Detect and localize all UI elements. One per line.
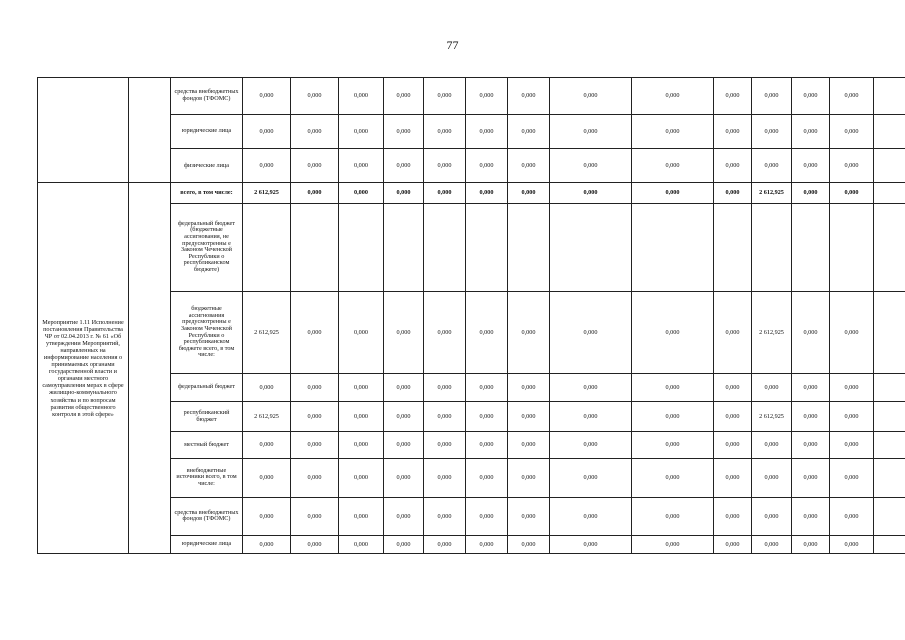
value-cell: 0,000 — [632, 535, 714, 553]
empty-cell — [874, 115, 905, 149]
value-cell: 0,000 — [792, 374, 830, 402]
value-cell — [508, 203, 550, 291]
value-cell: 0,000 — [752, 497, 792, 535]
value-cell: 0,000 — [384, 402, 424, 432]
value-cell: 0,000 — [339, 291, 384, 373]
value-cell: 0,000 — [243, 458, 291, 497]
empty-cell — [874, 535, 905, 553]
funding-source-label: бюджетные ассигнования предусмотренны е Законом Чеченской Республики о республиканском бюджете всего, в том числе: — [171, 291, 243, 373]
value-cell: 0,000 — [291, 183, 339, 203]
value-cell: 0,000 — [384, 183, 424, 203]
funding-source-label: внебюджетные источники всего, в том числе: — [171, 458, 243, 497]
value-cell: 0,000 — [632, 183, 714, 203]
value-cell — [830, 203, 874, 291]
value-cell: 0,000 — [384, 497, 424, 535]
value-cell: 0,000 — [384, 535, 424, 553]
value-cell: 0,000 — [339, 497, 384, 535]
value-cell: 0,000 — [339, 535, 384, 553]
value-cell: 0,000 — [714, 458, 752, 497]
value-cell — [714, 203, 752, 291]
value-cell: 0,000 — [792, 149, 830, 183]
value-cell: 0,000 — [830, 291, 874, 373]
value-cell — [792, 203, 830, 291]
value-cell: 0,000 — [830, 432, 874, 458]
value-cell: 0,000 — [550, 183, 632, 203]
value-cell: 0,000 — [752, 115, 792, 149]
value-cell: 0,000 — [714, 78, 752, 115]
funding-source-label: федеральный бюджет (бюджетные ассигнования, не предусмотренны е Законом Чеченской Республики о республиканском бюджете) — [171, 203, 243, 291]
value-cell: 0,000 — [339, 78, 384, 115]
value-cell: 0,000 — [339, 458, 384, 497]
value-cell: 0,000 — [384, 432, 424, 458]
value-cell: 0,000 — [632, 374, 714, 402]
value-cell: 0,000 — [632, 458, 714, 497]
value-cell: 0,000 — [792, 432, 830, 458]
value-cell: 0,000 — [508, 183, 550, 203]
table-row-total — [38, 183, 905, 203]
value-cell: 0,000 — [384, 458, 424, 497]
value-cell: 0,000 — [466, 149, 508, 183]
value-cell: 0,000 — [752, 432, 792, 458]
value-cell — [243, 203, 291, 291]
funding-source-label: физические лица — [171, 149, 243, 183]
value-cell — [466, 203, 508, 291]
value-cell: 0,000 — [632, 115, 714, 149]
value-cell: 0,000 — [830, 535, 874, 553]
value-cell: 0,000 — [384, 78, 424, 115]
value-cell: 0,000 — [384, 149, 424, 183]
value-cell: 0,000 — [243, 149, 291, 183]
value-cell: 2 612,925 — [243, 291, 291, 373]
value-cell: 0,000 — [339, 402, 384, 432]
value-cell: 0,000 — [550, 402, 632, 432]
value-cell: 0,000 — [550, 432, 632, 458]
value-cell: 0,000 — [830, 149, 874, 183]
value-cell: 0,000 — [508, 458, 550, 497]
empty-cell — [874, 458, 905, 497]
executor-cell — [129, 183, 171, 554]
value-cell: 0,000 — [714, 291, 752, 373]
value-cell: 0,000 — [384, 115, 424, 149]
value-cell: 0,000 — [466, 432, 508, 458]
value-cell: 0,000 — [243, 535, 291, 553]
value-cell: 0,000 — [508, 115, 550, 149]
value-cell: 0,000 — [291, 497, 339, 535]
value-cell: 0,000 — [339, 374, 384, 402]
value-cell: 0,000 — [792, 458, 830, 497]
value-cell: 0,000 — [550, 115, 632, 149]
value-cell: 0,000 — [508, 497, 550, 535]
value-cell: 0,000 — [752, 458, 792, 497]
value-cell: 0,000 — [508, 535, 550, 553]
value-cell: 0,000 — [830, 402, 874, 432]
budget-table — [37, 77, 905, 554]
value-cell: 0,000 — [792, 291, 830, 373]
value-cell: 0,000 — [550, 149, 632, 183]
value-cell — [752, 203, 792, 291]
value-cell: 0,000 — [632, 291, 714, 373]
value-cell: 0,000 — [466, 115, 508, 149]
value-cell: 0,000 — [424, 402, 466, 432]
value-cell: 2 612,925 — [243, 183, 291, 203]
value-cell: 0,000 — [424, 149, 466, 183]
value-cell: 0,000 — [339, 432, 384, 458]
value-cell — [632, 203, 714, 291]
value-cell: 0,000 — [384, 374, 424, 402]
value-cell — [339, 203, 384, 291]
value-cell: 0,000 — [550, 291, 632, 373]
value-cell: 0,000 — [466, 183, 508, 203]
value-cell: 0,000 — [632, 78, 714, 115]
value-cell: 0,000 — [291, 402, 339, 432]
value-cell: 0,000 — [424, 78, 466, 115]
event-title: Мероприятие 1.11 Исполнение постановления Правительства ЧР от 02.04.2013 г. № 61 «Об утверждении Мероприятий, направленных на информирование населения о принимаемых органами государственной власти и органами местного самоуправления мерах в сфере жилищно-коммунального хозяйства и по вопросам развития общественного контроля в этой сфере» — [38, 183, 129, 554]
value-cell: 0,000 — [714, 183, 752, 203]
value-cell: 0,000 — [243, 115, 291, 149]
value-cell: 0,000 — [466, 374, 508, 402]
value-cell: 0,000 — [632, 432, 714, 458]
executor-cell-prev — [129, 78, 171, 183]
value-cell: 0,000 — [384, 291, 424, 373]
value-cell: 0,000 — [792, 183, 830, 203]
event-cell-prev — [38, 78, 129, 183]
empty-cell — [874, 291, 905, 373]
value-cell: 0,000 — [830, 115, 874, 149]
value-cell: 0,000 — [243, 432, 291, 458]
value-cell: 2 612,925 — [243, 402, 291, 432]
funding-source-label: юридические лица — [171, 115, 243, 149]
value-cell: 0,000 — [424, 432, 466, 458]
empty-cell — [874, 183, 905, 203]
empty-cell — [874, 497, 905, 535]
value-cell: 0,000 — [291, 374, 339, 402]
value-cell: 0,000 — [714, 497, 752, 535]
funding-source-label: местный бюджет — [171, 432, 243, 458]
value-cell: 0,000 — [424, 183, 466, 203]
value-cell: 0,000 — [632, 402, 714, 432]
value-cell: 0,000 — [291, 432, 339, 458]
value-cell: 0,000 — [752, 535, 792, 553]
value-cell: 0,000 — [632, 149, 714, 183]
value-cell: 0,000 — [424, 497, 466, 535]
value-cell: 0,000 — [291, 291, 339, 373]
value-cell — [550, 203, 632, 291]
value-cell — [291, 203, 339, 291]
value-cell: 0,000 — [550, 535, 632, 553]
value-cell: 2 612,925 — [752, 291, 792, 373]
empty-cell — [874, 149, 905, 183]
value-cell: 0,000 — [550, 497, 632, 535]
funding-source-label: средства внебюджетных фондов (ТФОМС) — [171, 497, 243, 535]
value-cell: 0,000 — [508, 402, 550, 432]
value-cell: 0,000 — [291, 149, 339, 183]
value-cell: 0,000 — [830, 183, 874, 203]
empty-cell — [874, 374, 905, 402]
value-cell: 0,000 — [243, 497, 291, 535]
value-cell: 0,000 — [752, 149, 792, 183]
value-cell: 0,000 — [508, 149, 550, 183]
value-cell: 0,000 — [792, 78, 830, 115]
empty-cell — [874, 402, 905, 432]
value-cell: 0,000 — [550, 458, 632, 497]
value-cell: 0,000 — [550, 374, 632, 402]
value-cell: 0,000 — [792, 535, 830, 553]
value-cell: 0,000 — [508, 78, 550, 115]
value-cell: 0,000 — [466, 291, 508, 373]
funding-source-label: всего, в том числе: — [171, 183, 243, 203]
empty-cell — [874, 78, 905, 115]
value-cell: 0,000 — [339, 149, 384, 183]
value-cell: 0,000 — [424, 115, 466, 149]
value-cell: 0,000 — [550, 78, 632, 115]
value-cell: 0,000 — [243, 78, 291, 115]
value-cell: 0,000 — [714, 115, 752, 149]
value-cell: 0,000 — [792, 497, 830, 535]
value-cell: 0,000 — [792, 115, 830, 149]
value-cell: 0,000 — [291, 535, 339, 553]
value-cell: 0,000 — [291, 78, 339, 115]
table-row — [38, 78, 905, 115]
value-cell: 0,000 — [424, 458, 466, 497]
value-cell: 0,000 — [830, 458, 874, 497]
value-cell: 0,000 — [752, 374, 792, 402]
value-cell: 0,000 — [291, 458, 339, 497]
value-cell: 2 612,925 — [752, 183, 792, 203]
value-cell: 0,000 — [714, 432, 752, 458]
value-cell: 0,000 — [424, 374, 466, 402]
value-cell: 0,000 — [830, 497, 874, 535]
value-cell: 0,000 — [466, 497, 508, 535]
empty-cell — [874, 203, 905, 291]
value-cell: 0,000 — [714, 402, 752, 432]
value-cell: 0,000 — [291, 115, 339, 149]
value-cell: 0,000 — [632, 497, 714, 535]
value-cell: 2 612,925 — [752, 402, 792, 432]
value-cell: 0,000 — [424, 291, 466, 373]
value-cell: 0,000 — [714, 374, 752, 402]
page-number: 77 — [446, 38, 459, 52]
funding-source-label: средства внебюджетных фондов (ТФОМС) — [171, 78, 243, 115]
value-cell: 0,000 — [466, 458, 508, 497]
value-cell: 0,000 — [339, 183, 384, 203]
value-cell: 0,000 — [243, 374, 291, 402]
funding-source-label: федеральный бюджет — [171, 374, 243, 402]
value-cell: 0,000 — [339, 115, 384, 149]
value-cell: 0,000 — [714, 535, 752, 553]
value-cell: 0,000 — [508, 432, 550, 458]
value-cell — [424, 203, 466, 291]
funding-source-label: юридические лица — [171, 535, 243, 553]
value-cell: 0,000 — [508, 374, 550, 402]
empty-cell — [874, 432, 905, 458]
value-cell: 0,000 — [830, 78, 874, 115]
funding-source-label: республиканский бюджет — [171, 402, 243, 432]
value-cell: 0,000 — [424, 535, 466, 553]
value-cell — [384, 203, 424, 291]
value-cell: 0,000 — [830, 374, 874, 402]
value-cell: 0,000 — [466, 78, 508, 115]
value-cell: 0,000 — [508, 291, 550, 373]
value-cell: 0,000 — [466, 402, 508, 432]
value-cell: 0,000 — [752, 78, 792, 115]
value-cell: 0,000 — [466, 535, 508, 553]
value-cell: 0,000 — [792, 402, 830, 432]
value-cell: 0,000 — [714, 149, 752, 183]
